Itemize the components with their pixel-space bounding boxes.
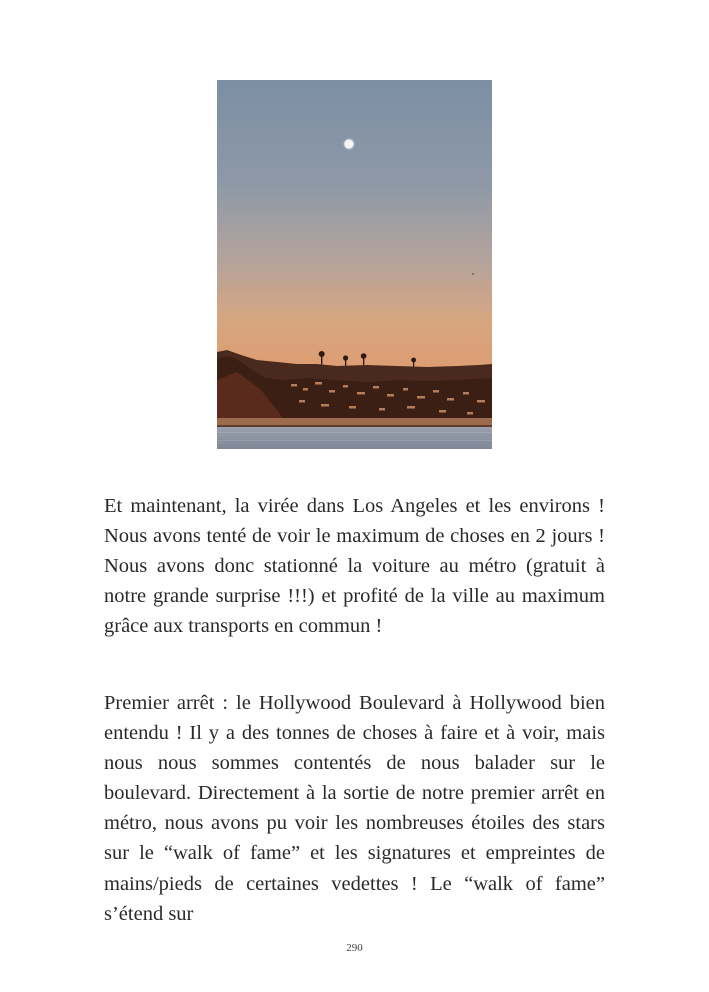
page-number: 290 [346,942,363,954]
moon-over-hills-photo [217,80,492,449]
bird [472,273,474,275]
paragraph-hollywood: Premier arrêt : le Hollywood Boulevard à Hollywood bien entendu ! Il y a des tonnes de choses à faire et à voir, mais nous nous sommes contentés de nous balader sur le boulevard. Directement à la sortie de notre premier arrêt en métro, nous avons pu voir les nombreuses étoiles des stars sur le “walk of fame” et les signatures et empreintes de mains/pieds de certaines vedettes ! Le “walk of fame” s’étend sur [104,692,605,925]
sky [217,80,492,380]
water [217,427,492,449]
paragraph-intro: Et maintenant, la virée dans Los Angeles et les environs ! Nous avons tenté de voir le maximum de choses en 2 jours ! Nous avons donc stationné la voiture au métro (gratuit à notre grande surprise !!!) et profité de la ville au maximum grâce aux transports en commun ! [104,495,605,638]
